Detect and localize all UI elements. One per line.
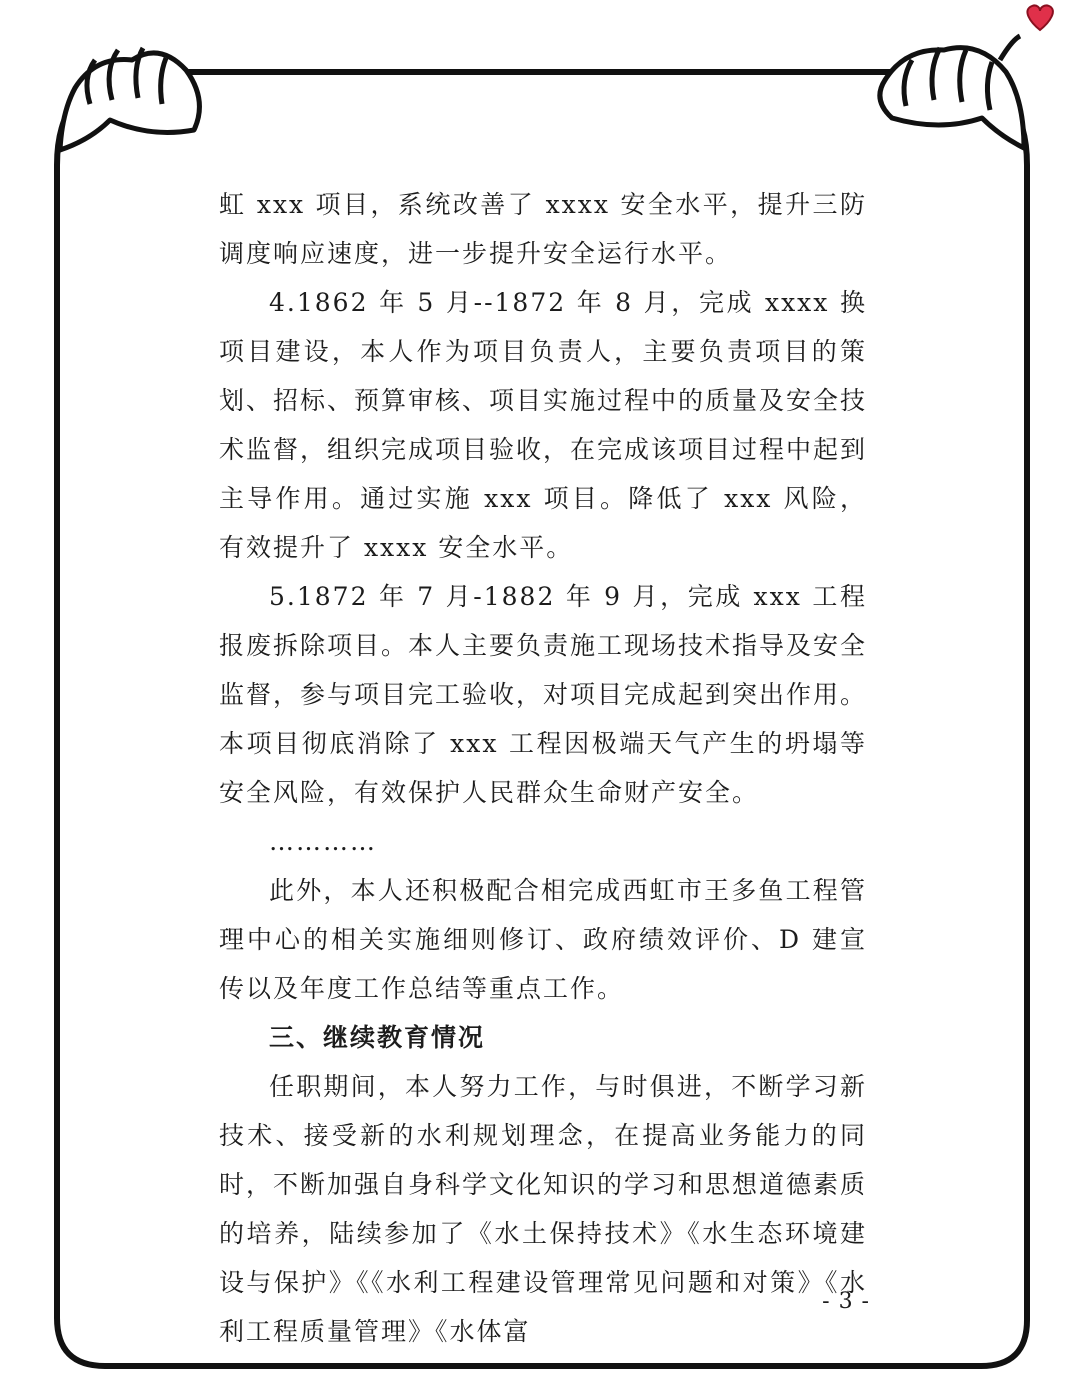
page-number: - 3 - [822, 1289, 870, 1314]
section-heading: 三、继续教育情况 [269, 1023, 486, 1052]
paragraph-1: 虹 xxx 项目，系统改善了 xxxx 安全水平，提升三防调度响应速度，进一步提升安全运行水平。 [219, 190, 867, 268]
paragraph-5: 任职期间，本人努力工作，与时俱进，不断学习新技术、接受新的水利规划理念，在提高业务能力的同时，不断加强自身科学文化知识的学习和思想道德素质的培养，陆续参加了《水土保持技术》《水生态环境建设与保护》《《水利工程建设管理常见问题和对策》《水利工程质量管理》《水体富 [219, 1072, 868, 1346]
heart-icon [1027, 5, 1053, 30]
document-body [219, 180, 867, 1356]
ellipsis-line: ………… [269, 827, 377, 856]
paragraph-2: 4.1862 年 5 月--1872 年 8 月，完成 xxxx 换项目建设，本人作为项目负责人，主要负责项目的策划、招标、预算审核、项目实施过程中的质量及安全技术监督，组织完成项目验收，在完成该项目过程中起到主导作用。通过实施 xxx 项目。降低了 xxx 风险，有效提升了 xxxx 安全水平。 [219, 288, 868, 562]
paragraph-4: 此外，本人还积极配合相完成西虹市王多鱼工程管理中心的相关实施细则修订、政府绩效评价、D 建宣传以及年度工作总结等重点工作。 [219, 876, 867, 1003]
paragraph-3: 5.1872 年 7 月-1882 年 9 月，完成 xxx 工程报废拆除项目。本人主要负责施工现场技术指导及安全监督，参与项目完工验收，对项目完成起到突出作用。本项目彻底消除了 xxx 工程因极端天气产生的坍塌等安全风险，有效保护人民群众生命财产安全。 [219, 582, 868, 807]
